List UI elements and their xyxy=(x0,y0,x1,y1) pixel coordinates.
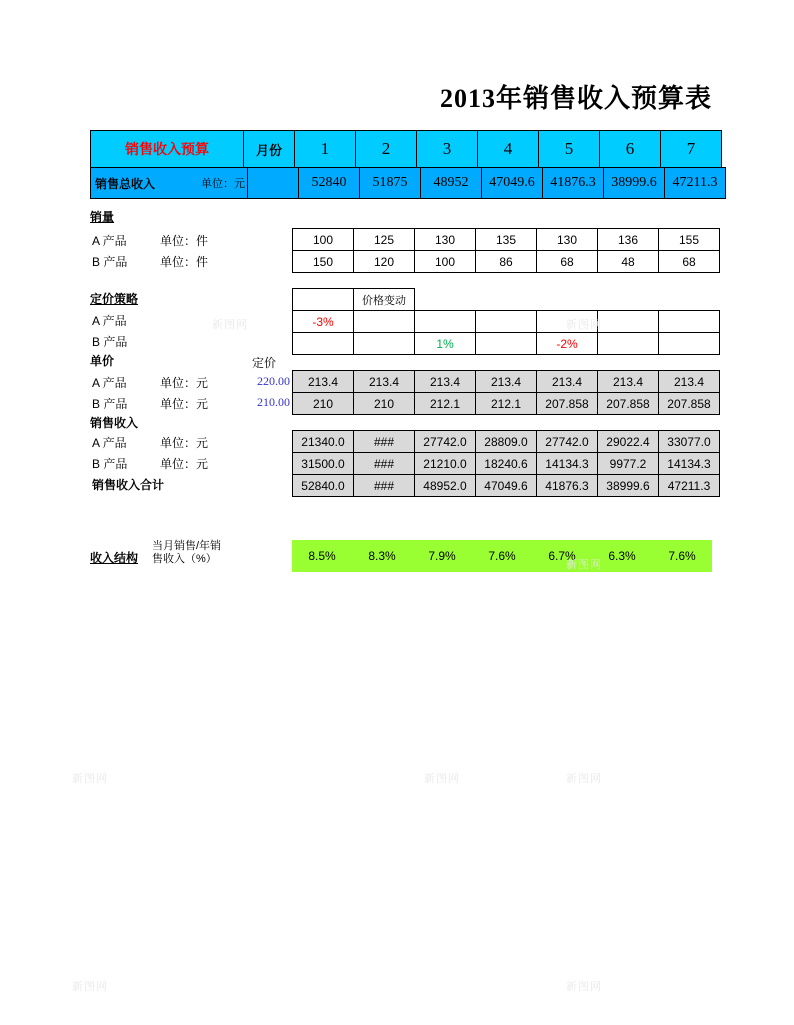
unit-price-fixed-a: 220.00 xyxy=(257,374,290,388)
total-value-6: 38999.6 xyxy=(604,168,665,199)
watermark: 新图网 xyxy=(566,773,602,785)
income-structure-caption: 当月销售/年销售收入（%） xyxy=(152,540,222,565)
table-row xyxy=(293,371,720,393)
header-month-3: 3 xyxy=(417,131,478,168)
watermark: 新图网 xyxy=(72,981,108,993)
section-title-price-strategy: 定价策略 xyxy=(90,292,139,306)
header-month-6: 6 xyxy=(600,131,661,168)
revenue-total-5: 41876.3 xyxy=(537,475,598,497)
unit-price-row-0-unit: 单位：元 xyxy=(160,376,209,390)
price-strategy-a-4 xyxy=(476,311,537,333)
revenue-total-7: 47211.3 xyxy=(659,475,720,497)
revenue-row-1-name: B 产品 xyxy=(92,457,128,471)
table-row xyxy=(293,311,720,333)
revenue-total-3: 48952.0 xyxy=(415,475,476,497)
revenue-a-5: 27742.0 xyxy=(537,431,598,453)
sales-qty-a-4: 135 xyxy=(476,229,537,251)
sales-qty-b-5: 68 xyxy=(537,251,598,273)
price-strategy-b-6 xyxy=(598,333,659,355)
page-title: 2013年销售收入预算表 xyxy=(440,84,713,113)
section-title-unit-price: 单价 xyxy=(90,354,115,368)
table-row xyxy=(293,229,720,251)
header-month-1: 1 xyxy=(295,131,356,168)
watermark: 新图网 xyxy=(72,773,108,785)
section-title-sales-qty: 销量 xyxy=(90,210,115,224)
price-strategy-b-1 xyxy=(293,333,354,355)
revenue-b-4: 18240.6 xyxy=(476,453,537,475)
revenue-table xyxy=(292,430,720,497)
header-month-4: 4 xyxy=(478,131,539,168)
sales-qty-b-1: 150 xyxy=(293,251,354,273)
unit-price-row-1-name: B 产品 xyxy=(92,397,128,411)
price-strategy-b-7 xyxy=(659,333,720,355)
revenue-row-1-unit: 单位：元 xyxy=(160,457,209,471)
revenue-a-7: 33077.0 xyxy=(659,431,720,453)
unit-price-b-5: 207.858 xyxy=(537,393,598,415)
income-structure-4: 7.6% xyxy=(472,540,532,572)
sales-qty-b-2: 120 xyxy=(354,251,415,273)
total-row-unit: 单位：元 xyxy=(201,178,245,190)
total-row-label xyxy=(91,168,248,199)
revenue-row-2-name: 销售收入合计 xyxy=(92,478,165,492)
price-strategy-a-2 xyxy=(354,311,415,333)
section-title-income-structure: 收入结构 xyxy=(90,551,139,565)
revenue-total-4: 47049.6 xyxy=(476,475,537,497)
table-row xyxy=(293,289,720,311)
revenue-a-2: ### xyxy=(354,431,415,453)
unit-price-a-5: 213.4 xyxy=(537,371,598,393)
revenue-a-3: 27742.0 xyxy=(415,431,476,453)
price-strategy-a-3 xyxy=(415,311,476,333)
table-row xyxy=(293,393,720,415)
unit-price-a-4: 213.4 xyxy=(476,371,537,393)
table-row xyxy=(293,453,720,475)
unit-price-b-7: 207.858 xyxy=(659,393,720,415)
price-strategy-spacer xyxy=(293,289,354,311)
revenue-b-3: 21210.0 xyxy=(415,453,476,475)
sales-qty-b-6: 48 xyxy=(598,251,659,273)
price-strategy-a-5 xyxy=(537,311,598,333)
sales-qty-row-1-unit: 单位：件 xyxy=(160,255,209,269)
price-strategy-a-6 xyxy=(598,311,659,333)
price-strategy-row-1-name: B 产品 xyxy=(92,335,128,349)
income-structure-3: 7.9% xyxy=(412,540,472,572)
unit-price-row-0-name: A 产品 xyxy=(92,376,127,390)
unit-price-a-7: 213.4 xyxy=(659,371,720,393)
sales-qty-a-1: 100 xyxy=(293,229,354,251)
sales-qty-a-7: 155 xyxy=(659,229,720,251)
table-row xyxy=(91,168,726,199)
sales-qty-row-0-name: A 产品 xyxy=(92,234,127,248)
total-value-5: 41876.3 xyxy=(543,168,604,199)
header-month-7: 7 xyxy=(661,131,722,168)
table-row xyxy=(293,475,720,497)
revenue-total-6: 38999.6 xyxy=(598,475,659,497)
unit-price-b-1: 210 xyxy=(293,393,354,415)
header-month-2: 2 xyxy=(356,131,417,168)
price-strategy-a-1: -3% xyxy=(293,311,354,333)
unit-price-row-1-unit: 单位：元 xyxy=(160,397,209,411)
price-strategy-b-4 xyxy=(476,333,537,355)
total-value-1: 52840 xyxy=(299,168,360,199)
section-title-revenue: 销售收入 xyxy=(90,416,139,430)
income-structure-2: 8.3% xyxy=(352,540,412,572)
total-revenue-row xyxy=(90,167,726,199)
total-value-7: 47211.3 xyxy=(665,168,726,199)
sales-qty-row-1-name: B 产品 xyxy=(92,255,128,269)
watermark: 新图网 xyxy=(424,773,460,785)
total-value-2: 51875 xyxy=(360,168,421,199)
unit-price-fixed-label: 定价 xyxy=(252,356,277,370)
price-strategy-a-7 xyxy=(659,311,720,333)
watermark: 新图网 xyxy=(566,981,602,993)
revenue-a-4: 28809.0 xyxy=(476,431,537,453)
sales-qty-a-6: 136 xyxy=(598,229,659,251)
price-strategy-b-5: -2% xyxy=(537,333,598,355)
revenue-b-5: 14134.3 xyxy=(537,453,598,475)
revenue-b-7: 14134.3 xyxy=(659,453,720,475)
watermark: 新图网 xyxy=(566,319,602,331)
sales-quantity-table xyxy=(292,228,720,273)
price-strategy-b-3: 1% xyxy=(415,333,476,355)
sales-qty-a-3: 130 xyxy=(415,229,476,251)
header-month-label: 月份 xyxy=(244,131,295,168)
total-row-title: 销售总收入 xyxy=(95,176,156,191)
unit-price-a-6: 213.4 xyxy=(598,371,659,393)
revenue-a-1: 21340.0 xyxy=(293,431,354,453)
unit-price-table xyxy=(292,370,720,415)
sales-qty-row-0-unit: 单位：件 xyxy=(160,234,209,248)
total-value-4: 47049.6 xyxy=(482,168,543,199)
unit-price-a-1: 213.4 xyxy=(293,371,354,393)
sales-qty-b-4: 86 xyxy=(476,251,537,273)
total-row-spacer xyxy=(248,168,299,199)
sales-qty-b-3: 100 xyxy=(415,251,476,273)
total-value-3: 48952 xyxy=(421,168,482,199)
table-row xyxy=(293,333,720,355)
income-structure-7: 7.6% xyxy=(652,540,712,572)
revenue-row-0-unit: 单位：元 xyxy=(160,436,209,450)
watermark: 新图网 xyxy=(566,559,602,571)
table-row xyxy=(91,131,722,168)
revenue-total-2: ### xyxy=(354,475,415,497)
price-strategy-b-2 xyxy=(354,333,415,355)
watermark: 新图网 xyxy=(212,319,248,331)
unit-price-b-4: 212.1 xyxy=(476,393,537,415)
price-strategy-table xyxy=(292,288,720,355)
income-structure-1: 8.5% xyxy=(292,540,352,572)
revenue-a-6: 29022.4 xyxy=(598,431,659,453)
sales-qty-a-2: 125 xyxy=(354,229,415,251)
revenue-row-0-name: A 产品 xyxy=(92,436,127,450)
income-structure-5: 6.7% xyxy=(532,540,592,572)
unit-price-b-2: 210 xyxy=(354,393,415,415)
income-structure-table xyxy=(292,540,712,572)
revenue-b-1: 31500.0 xyxy=(293,453,354,475)
header-label: 销售收入预算 xyxy=(91,131,244,168)
table-row xyxy=(293,431,720,453)
revenue-total-1: 52840.0 xyxy=(293,475,354,497)
header-month-5: 5 xyxy=(539,131,600,168)
unit-price-fixed-b: 210.00 xyxy=(257,395,290,409)
revenue-b-6: 9977.2 xyxy=(598,453,659,475)
unit-price-a-3: 213.4 xyxy=(415,371,476,393)
revenue-b-2: ### xyxy=(354,453,415,475)
unit-price-a-2: 213.4 xyxy=(354,371,415,393)
sales-qty-a-5: 130 xyxy=(537,229,598,251)
unit-price-b-6: 207.858 xyxy=(598,393,659,415)
table-row xyxy=(292,540,712,572)
budget-header-table xyxy=(90,130,722,168)
price-change-label: 价格变动 xyxy=(354,289,415,311)
table-row xyxy=(293,251,720,273)
price-strategy-row-0-name: A 产品 xyxy=(92,314,127,328)
income-structure-6: 6.3% xyxy=(592,540,652,572)
sales-qty-b-7: 68 xyxy=(659,251,720,273)
unit-price-b-3: 212.1 xyxy=(415,393,476,415)
